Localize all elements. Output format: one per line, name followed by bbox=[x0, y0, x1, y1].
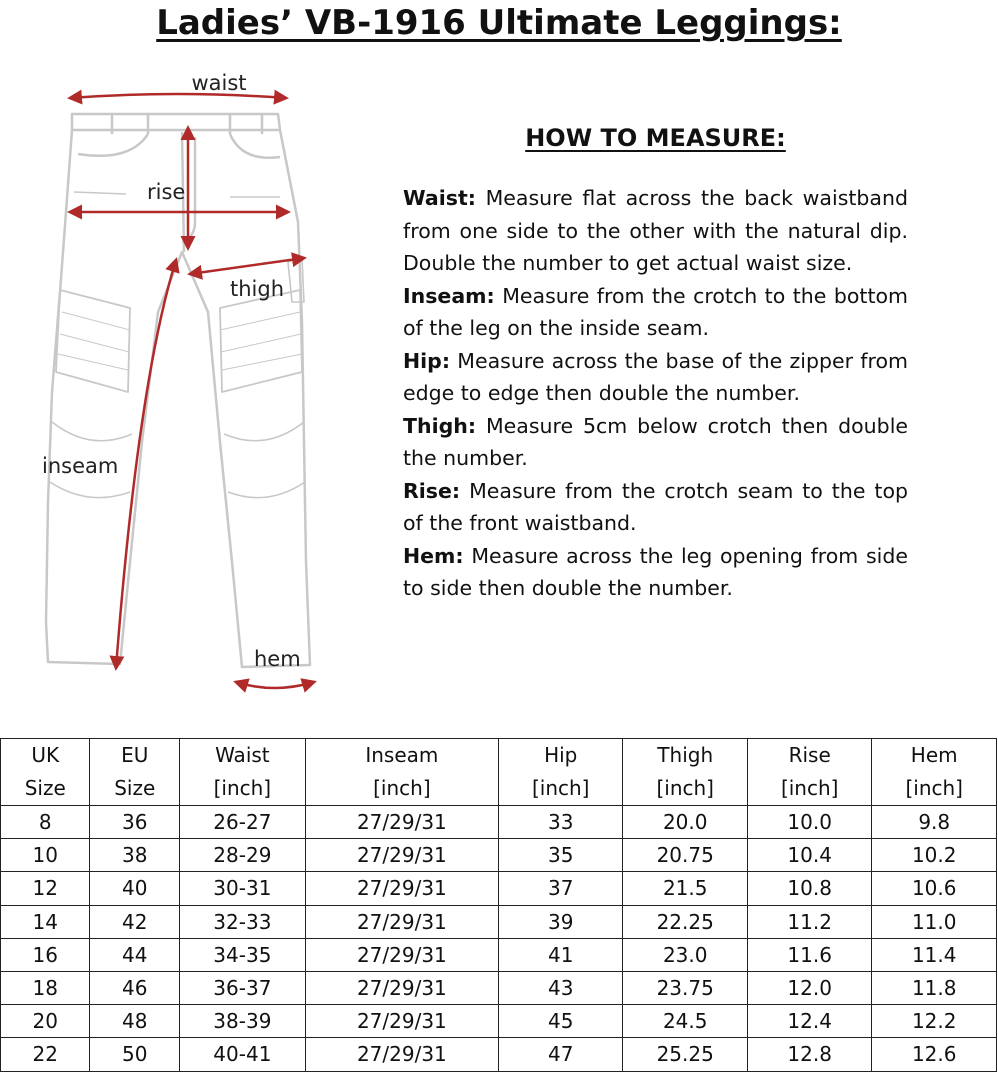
header-line: Size bbox=[24, 776, 66, 800]
table-cell: 12 bbox=[1, 872, 90, 905]
instruction-term: Rise: bbox=[403, 478, 461, 503]
table-cell: 28-29 bbox=[179, 839, 305, 872]
table-cell: 36-37 bbox=[179, 971, 305, 1004]
table-cell: 18 bbox=[1, 971, 90, 1004]
table-row bbox=[1, 806, 997, 839]
table-cell: 34-35 bbox=[179, 938, 305, 971]
header-line: [inch] bbox=[373, 776, 431, 800]
header-line: Size bbox=[114, 776, 156, 800]
instruction-term: Waist: bbox=[403, 186, 476, 210]
table-cell: 22 bbox=[1, 1038, 90, 1071]
thigh-label: thigh bbox=[230, 277, 285, 301]
table-cell: 24.5 bbox=[623, 1005, 747, 1038]
instruction-text: Measure 5cm below crotch then double the number. bbox=[403, 413, 908, 470]
table-cell: 37 bbox=[498, 872, 622, 905]
table-cell: 47 bbox=[498, 1038, 622, 1071]
header-waist bbox=[179, 739, 305, 806]
instruction-hem bbox=[403, 540, 908, 605]
table-cell: 22.25 bbox=[623, 905, 747, 938]
table-cell: 41 bbox=[498, 938, 622, 971]
table-cell: 30-31 bbox=[179, 872, 305, 905]
instruction-waist bbox=[403, 182, 908, 280]
header-line: EU bbox=[121, 743, 149, 767]
table-cell: 26-27 bbox=[179, 806, 305, 839]
header-rise bbox=[747, 739, 871, 806]
instruction-rise bbox=[403, 475, 908, 540]
table-cell: 10.6 bbox=[872, 872, 997, 905]
table-cell: 12.8 bbox=[747, 1038, 871, 1071]
page-title: Ladies’ VB-1916 Ultimate Leggings: bbox=[156, 3, 842, 43]
table-cell: 11.8 bbox=[872, 971, 997, 1004]
table-row bbox=[1, 905, 997, 938]
table-cell: 12.2 bbox=[872, 1005, 997, 1038]
table-cell: 20.75 bbox=[623, 839, 747, 872]
table-cell: 10.8 bbox=[747, 872, 871, 905]
table-row bbox=[1, 1005, 997, 1038]
table-cell: 23.75 bbox=[623, 971, 747, 1004]
header-line: Rise bbox=[788, 743, 831, 767]
table-cell: 40-41 bbox=[179, 1038, 305, 1071]
instruction-text: Measure flat across the back waistband from one side to the other with the natural dip. Double the number to get actual waist size. bbox=[403, 186, 908, 275]
table-cell: 46 bbox=[90, 971, 179, 1004]
table-cell: 50 bbox=[90, 1038, 179, 1071]
table-cell: 38 bbox=[90, 839, 179, 872]
header-eu-size bbox=[90, 739, 179, 806]
header-hip bbox=[498, 739, 622, 806]
header-line: [inch] bbox=[656, 776, 714, 800]
instruction-inseam bbox=[403, 280, 908, 345]
table-cell: 9.8 bbox=[872, 806, 997, 839]
inseam-label: inseam bbox=[42, 454, 119, 478]
instruction-text: Measure from the crotch seam to the top of the front waistband. bbox=[403, 478, 908, 535]
waist-arrow bbox=[70, 94, 286, 98]
header-line: Hem bbox=[910, 743, 958, 767]
header-line: Inseam bbox=[365, 743, 439, 767]
thigh-arrow bbox=[190, 258, 304, 274]
table-cell: 12.6 bbox=[872, 1038, 997, 1071]
header-uk-size bbox=[1, 739, 90, 806]
table-cell: 32-33 bbox=[179, 905, 305, 938]
table-cell: 11.4 bbox=[872, 938, 997, 971]
instruction-text: Measure from the crotch to the bottom of the leg on the inside seam. bbox=[403, 283, 908, 340]
table-row bbox=[1, 839, 997, 872]
table-cell: 20 bbox=[1, 1005, 90, 1038]
table-cell: 11.6 bbox=[747, 938, 871, 971]
table-cell: 44 bbox=[90, 938, 179, 971]
header-line: Thigh bbox=[657, 743, 714, 767]
table-cell: 27/29/31 bbox=[305, 1038, 498, 1071]
table-row bbox=[1, 872, 997, 905]
table-cell: 27/29/31 bbox=[305, 905, 498, 938]
table-row bbox=[1, 938, 997, 971]
waist-label: waist bbox=[191, 71, 247, 95]
instruction-text: Measure across the base of the zipper from edge to edge then double the number. bbox=[403, 348, 908, 405]
table-cell: 27/29/31 bbox=[305, 806, 498, 839]
table-cell: 27/29/31 bbox=[305, 971, 498, 1004]
how-to-measure-section bbox=[403, 118, 908, 605]
header-line: Waist bbox=[215, 743, 270, 767]
header-thigh bbox=[623, 739, 747, 806]
table-cell: 27/29/31 bbox=[305, 872, 498, 905]
table-cell: 11.2 bbox=[747, 905, 871, 938]
table-cell: 10.0 bbox=[747, 806, 871, 839]
table-row bbox=[1, 1038, 997, 1071]
hem-arrow bbox=[236, 682, 314, 688]
header-line: [inch] bbox=[780, 776, 839, 800]
table-cell: 43 bbox=[498, 971, 622, 1004]
leggings-measurement-diagram bbox=[30, 62, 330, 698]
hem-label: hem bbox=[254, 647, 301, 671]
instruction-term: Hip: bbox=[403, 348, 451, 373]
instruction-term: Thigh: bbox=[403, 413, 477, 438]
how-to-measure-heading: HOW TO MEASURE: bbox=[525, 124, 786, 152]
table-cell: 20.0 bbox=[623, 806, 747, 839]
table-cell: 27/29/31 bbox=[305, 1005, 498, 1038]
instruction-text: Measure across the leg opening from side to side then double the number. bbox=[403, 543, 908, 600]
table-cell: 39 bbox=[498, 905, 622, 938]
table-cell: 10.4 bbox=[747, 839, 871, 872]
table-header-row bbox=[1, 739, 997, 806]
table-cell: 42 bbox=[90, 905, 179, 938]
header-inseam bbox=[305, 739, 498, 806]
table-cell: 40 bbox=[90, 872, 179, 905]
table-cell: 27/29/31 bbox=[305, 839, 498, 872]
header-line: [inch] bbox=[213, 776, 272, 800]
header-line: Hip bbox=[544, 743, 578, 767]
table-cell: 16 bbox=[1, 938, 90, 971]
table-cell: 35 bbox=[498, 839, 622, 872]
instruction-term: Inseam: bbox=[403, 283, 495, 308]
table-cell: 45 bbox=[498, 1005, 622, 1038]
table-cell: 25.25 bbox=[623, 1038, 747, 1071]
table-cell: 11.0 bbox=[872, 905, 997, 938]
table-cell: 10.2 bbox=[872, 839, 997, 872]
table-cell: 27/29/31 bbox=[305, 938, 498, 971]
table-row bbox=[1, 971, 997, 1004]
table-cell: 48 bbox=[90, 1005, 179, 1038]
table-cell: 12.4 bbox=[747, 1005, 871, 1038]
measurement-arrows bbox=[70, 94, 314, 688]
size-chart-table bbox=[0, 738, 997, 1072]
table-cell: 36 bbox=[90, 806, 179, 839]
table-cell: 23.0 bbox=[623, 938, 747, 971]
table-cell: 8 bbox=[1, 806, 90, 839]
instruction-term: Hem: bbox=[403, 543, 464, 568]
header-hem bbox=[872, 739, 997, 806]
table-cell: 33 bbox=[498, 806, 622, 839]
rise-label: rise bbox=[147, 180, 186, 204]
table-cell: 14 bbox=[1, 905, 90, 938]
table-cell: 38-39 bbox=[179, 1005, 305, 1038]
table-cell: 21.5 bbox=[623, 872, 747, 905]
header-line: UK bbox=[31, 743, 60, 767]
table-cell: 10 bbox=[1, 839, 90, 872]
header-line: [inch] bbox=[905, 776, 963, 800]
table-cell: 12.0 bbox=[747, 971, 871, 1004]
instruction-hip bbox=[403, 345, 908, 410]
header-line: [inch] bbox=[531, 776, 590, 800]
instruction-thigh bbox=[403, 410, 908, 475]
